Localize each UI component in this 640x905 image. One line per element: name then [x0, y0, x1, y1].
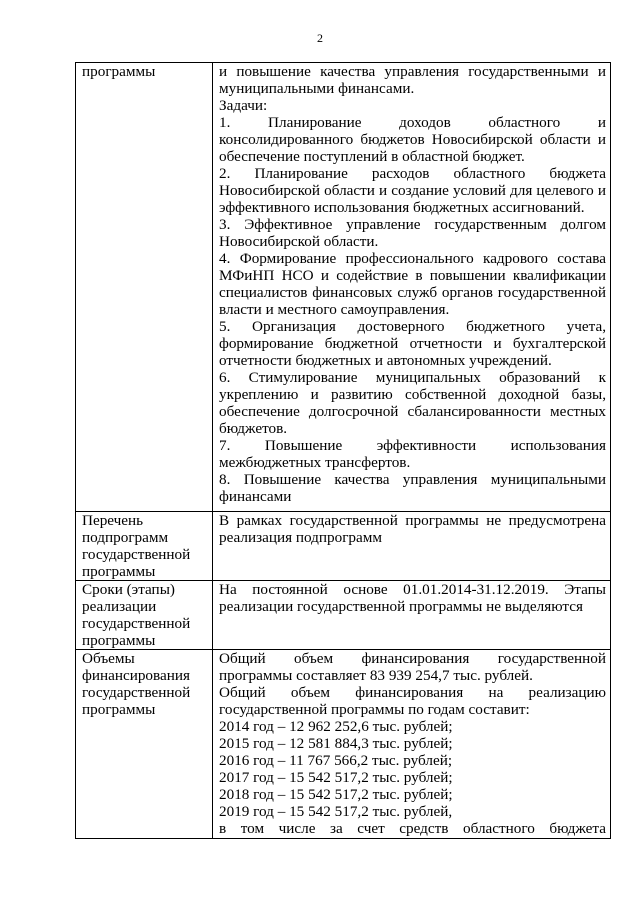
year-amount: 2015 год – 12 581 884,3 тыс. рублей;	[219, 735, 453, 752]
task-item: 7. Повышение эффективности использования межбюджетных трансфертов.	[219, 437, 606, 471]
paragraph: Задачи:	[219, 97, 268, 114]
task-item: 5. Организация достоверного бюджетного учета, формирование бюджетной отчетности и бухгалтерской отчетности бюджетных и автономных учреждений.	[219, 318, 606, 369]
row-label: программы	[76, 63, 213, 512]
paragraph-continued: в том числе за счет средств областного бюджета	[219, 820, 606, 837]
page-number: 2	[317, 31, 323, 45]
paragraph: и повышение качества управления государственными и муниципальными финансами.	[219, 63, 606, 97]
paragraph: Общий объем финансирования на реализацию государственной программы по годам составит:	[219, 684, 606, 718]
table-row-terms	[76, 581, 611, 650]
table-row-subprograms	[76, 512, 611, 581]
table-row-goals	[76, 63, 611, 512]
task-item: 8. Повышение качества управления муниципальными финансами	[219, 471, 606, 505]
row-value	[213, 581, 611, 650]
task-item: 3. Эффективное управление государственным долгом Новосибирской области.	[219, 216, 606, 250]
row-value	[213, 512, 611, 581]
paragraph: В рамках государственной программы не предусмотрена реализация подпрограмм	[219, 512, 606, 546]
row-label: Объемы финансирования государственной программы	[76, 650, 213, 839]
row-label: Сроки (этапы) реализации государственной программы	[76, 581, 213, 650]
year-amount: 2018 год – 15 542 517,2 тыс. рублей;	[219, 786, 453, 803]
paragraph: На постоянной основе 01.01.2014-31.12.2019. Этапы реализации государственной программы не выделяются	[219, 581, 606, 615]
year-amount: 2019 год – 15 542 517,2 тыс. рублей,	[219, 803, 453, 820]
year-amount: 2014 год – 12 962 252,6 тыс. рублей;	[219, 718, 453, 735]
row-value	[213, 650, 611, 839]
task-item: 1. Планирование доходов областного и консолидированного бюджетов Новосибирской области и обеспечение поступлений в областной бюджет.	[219, 114, 606, 165]
task-item: 6. Стимулирование муниципальных образований к укреплению и развитию собственной доходной базы, обеспечение долгосрочной сбалансированности местных бюджетов.	[219, 369, 606, 437]
task-item: 2. Планирование расходов областного бюджета Новосибирской области и создание условий для целевого и эффективного использования бюджетных ассигнований.	[219, 165, 606, 216]
row-value	[213, 63, 611, 512]
year-amount: 2016 год – 11 767 566,2 тыс. рублей;	[219, 752, 453, 769]
paragraph: Общий объем финансирования государственной программы составляет 83 939 254,7 тыс. рублей.	[219, 650, 606, 684]
year-amount: 2017 год – 15 542 517,2 тыс. рублей;	[219, 769, 453, 786]
table-row-financing	[76, 650, 611, 839]
row-label: Перечень подпрограмм государственной программы	[76, 512, 213, 581]
task-item: 4. Формирование профессионального кадрового состава МФиНП НСО и содействие в повышении квалификации специалистов финансовых служб органов государственной власти и местного самоуправления.	[219, 250, 606, 318]
program-passport-table	[75, 62, 611, 839]
